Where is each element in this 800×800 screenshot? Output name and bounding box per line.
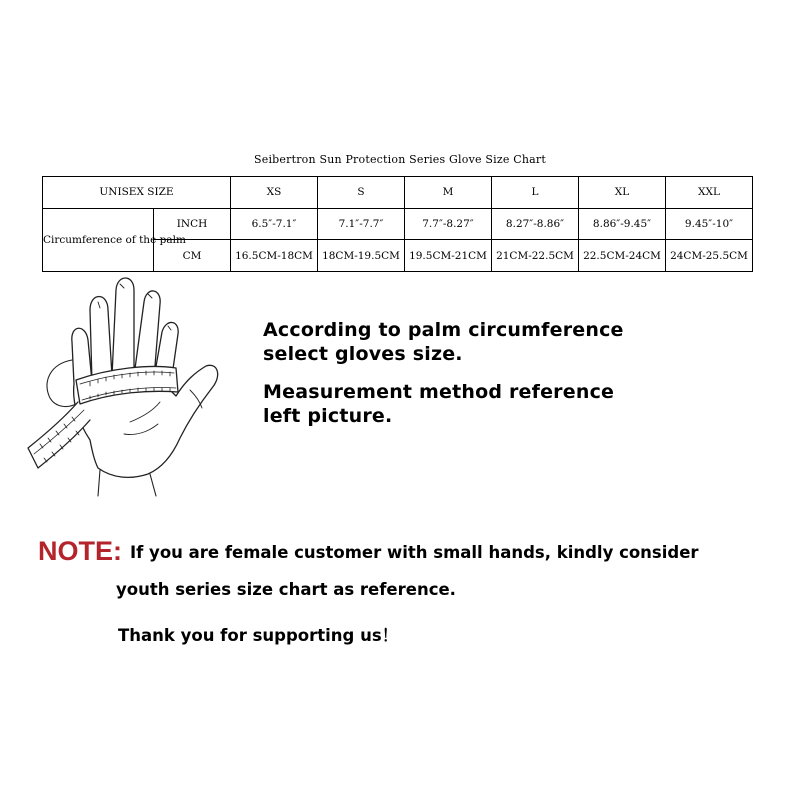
table-cell: 18CM-19.5CM <box>318 240 405 272</box>
measurement-instructions <box>263 318 624 442</box>
instruction-line-4: left picture. <box>263 405 393 427</box>
size-header-l: L <box>492 177 579 209</box>
unit-inch-label: INCH <box>154 208 231 240</box>
instruction-line-2: select gloves size. <box>263 343 463 365</box>
size-header-s: S <box>318 177 405 209</box>
note-text-3: Thank you for supporting us！ <box>118 626 399 645</box>
size-header-xs: XS <box>231 177 318 209</box>
table-cell: 7.1″-7.7″ <box>318 208 405 240</box>
size-header-xl: XL <box>579 177 666 209</box>
palm-circumference-label: Circumference of the palm <box>43 208 154 271</box>
unit-cm-label: CM <box>154 240 231 272</box>
table-cell: 19.5CM-21CM <box>405 240 492 272</box>
unisex-size-header: UNISEX SIZE <box>43 177 231 209</box>
table-cell: 21CM-22.5CM <box>492 240 579 272</box>
size-header-m: M <box>405 177 492 209</box>
table-header-row <box>43 177 753 209</box>
table-cell: 8.27″-8.86″ <box>492 208 579 240</box>
table-cell: 24CM-25.5CM <box>666 240 753 272</box>
chart-title: Seibertron Sun Protection Series Glove Size Chart <box>254 153 546 166</box>
table-cell: 7.7″-8.27″ <box>405 208 492 240</box>
note-label: NOTE: <box>38 536 122 566</box>
table-cell: 22.5CM-24CM <box>579 240 666 272</box>
instruction-line-3: Measurement method reference <box>263 381 615 403</box>
size-chart-table <box>42 176 753 272</box>
table-row-inch <box>43 208 753 240</box>
size-header-xxl: XXL <box>666 177 753 209</box>
table-cell: 8.86″-9.45″ <box>579 208 666 240</box>
note-text-1: If you are female customer with small hands, kindly consider <box>130 543 699 562</box>
table-cell: 6.5″-7.1″ <box>231 208 318 240</box>
note-line-1 <box>38 536 699 567</box>
table-cell: 16.5CM-18CM <box>231 240 318 272</box>
hand-measuring-tape-illustration <box>20 272 235 497</box>
note-text-2: youth series size chart as reference. <box>116 580 456 599</box>
table-cell: 9.45″-10″ <box>666 208 753 240</box>
instruction-line-1: According to palm circumference <box>263 319 624 341</box>
